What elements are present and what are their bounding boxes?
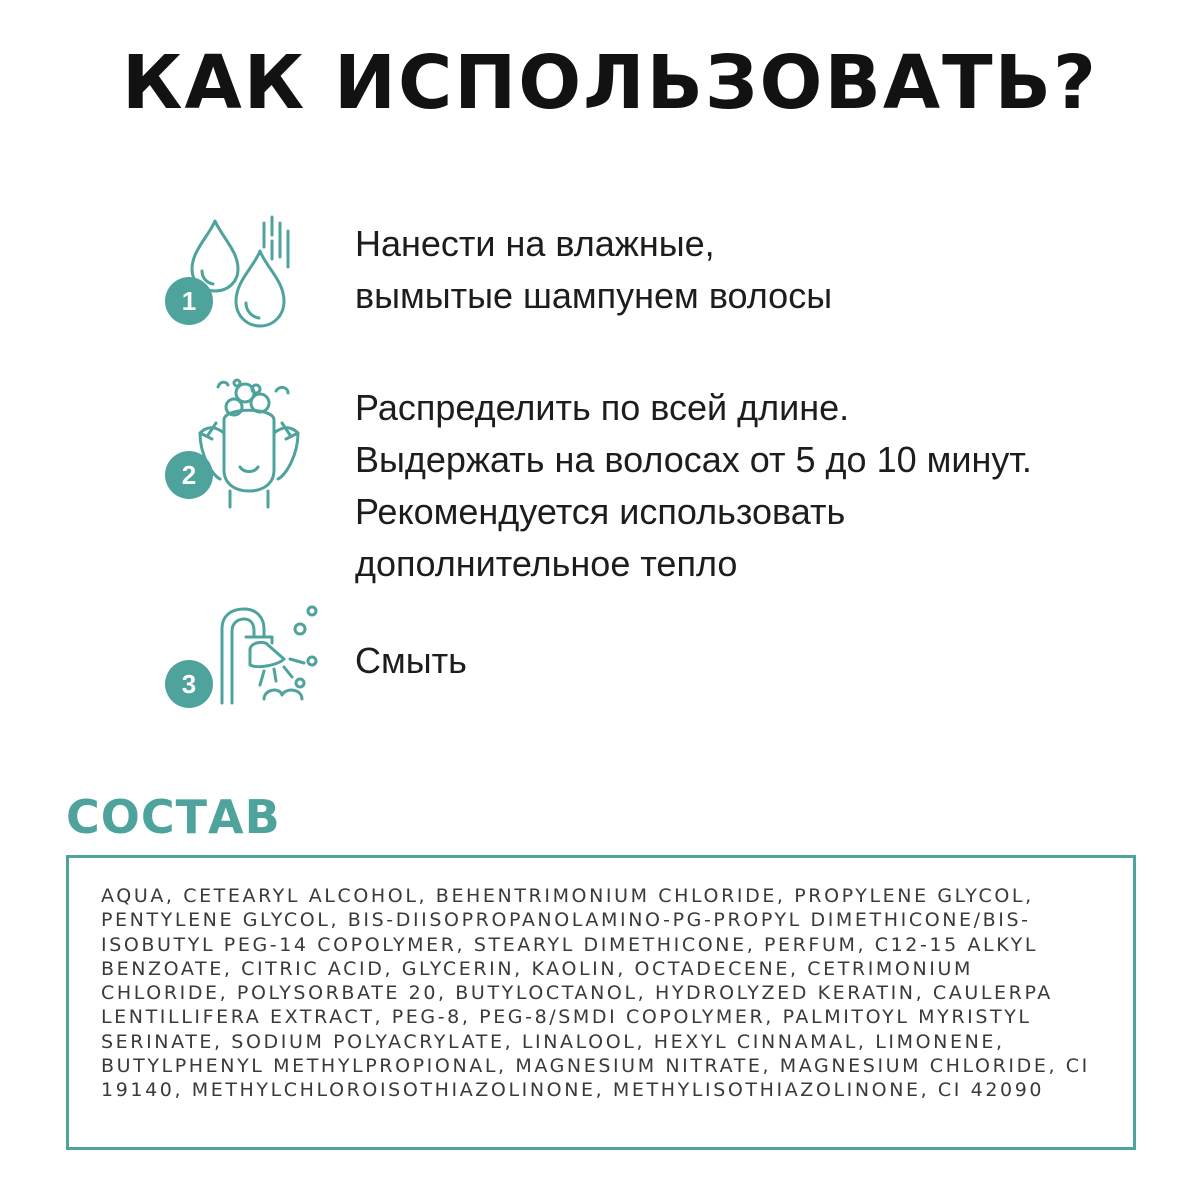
step-text-line: Смыть [355, 640, 467, 681]
step-1-text [355, 218, 832, 322]
water-drops-icon [160, 215, 300, 340]
step-text-line: Выдержать на волосах от 5 до 10 минут. [355, 439, 1032, 480]
composition-text: AQUA, CETEARYL ALCOHOL, BEHENTRIMONIUM CHLORIDE, PROPYLENE GLYCOL, PENTYLENE GLYCOL, BIS-DIISOPROPANOLAMINO-PG-PROPYL DIMETHICONE/BIS-ISOBUTYL PEG-14 COPOLYMER, STEARYL DIMETHICONE, PERFUM, C12-15 ALKYL BENZOATE, CITRIC ACID, GLYCERIN, KAOLIN, OCTADECENE, CETRIMONIUM CHLORIDE, POLYSORBATE 20, BUTYLOCTANOL, HYDROLYZED KERATIN, CAULERPA LENTILLIFERA EXTRACT, PEG-8, PEG-8/SMDI COPOLYMER, PALMITOYL MYRISTYL SERINATE, SODIUM POLYACRYLATE, LINALOOL, HEXYL CINNAMAL, LIMONENE, BUTYLPHENYL METHYLPROPIONAL, MAGNESIUM NITRATE, MAGNESIUM CHLORIDE, CI 19140, METHYLCHLOROISOTHIAZOLINONE, METHYLISOTHIAZOLINONE, CI 42090 [101, 885, 1090, 1102]
hair-washing-icon [160, 375, 300, 515]
step-text-line: дополнительное тепло [355, 543, 738, 584]
shower-icon [160, 605, 330, 705]
step-3-text [355, 635, 467, 687]
step-text-line: Рекомендуется использовать [355, 491, 846, 532]
step-text-line: вымытые шампунем волосы [355, 275, 833, 316]
step-text-line: Распределить по всей длине. [355, 387, 850, 428]
step-text-line: Нанести на влажные, [355, 223, 715, 264]
step-2-text [355, 382, 1032, 590]
composition-title: СОСТАВ [66, 790, 281, 844]
composition-box [66, 855, 1136, 1150]
step-number-badge: 3 [165, 660, 213, 708]
step-number-badge: 1 [165, 277, 213, 325]
step-number-badge: 2 [165, 451, 213, 499]
page-title: КАК ИСПОЛЬЗОВАТЬ? [122, 40, 1098, 126]
